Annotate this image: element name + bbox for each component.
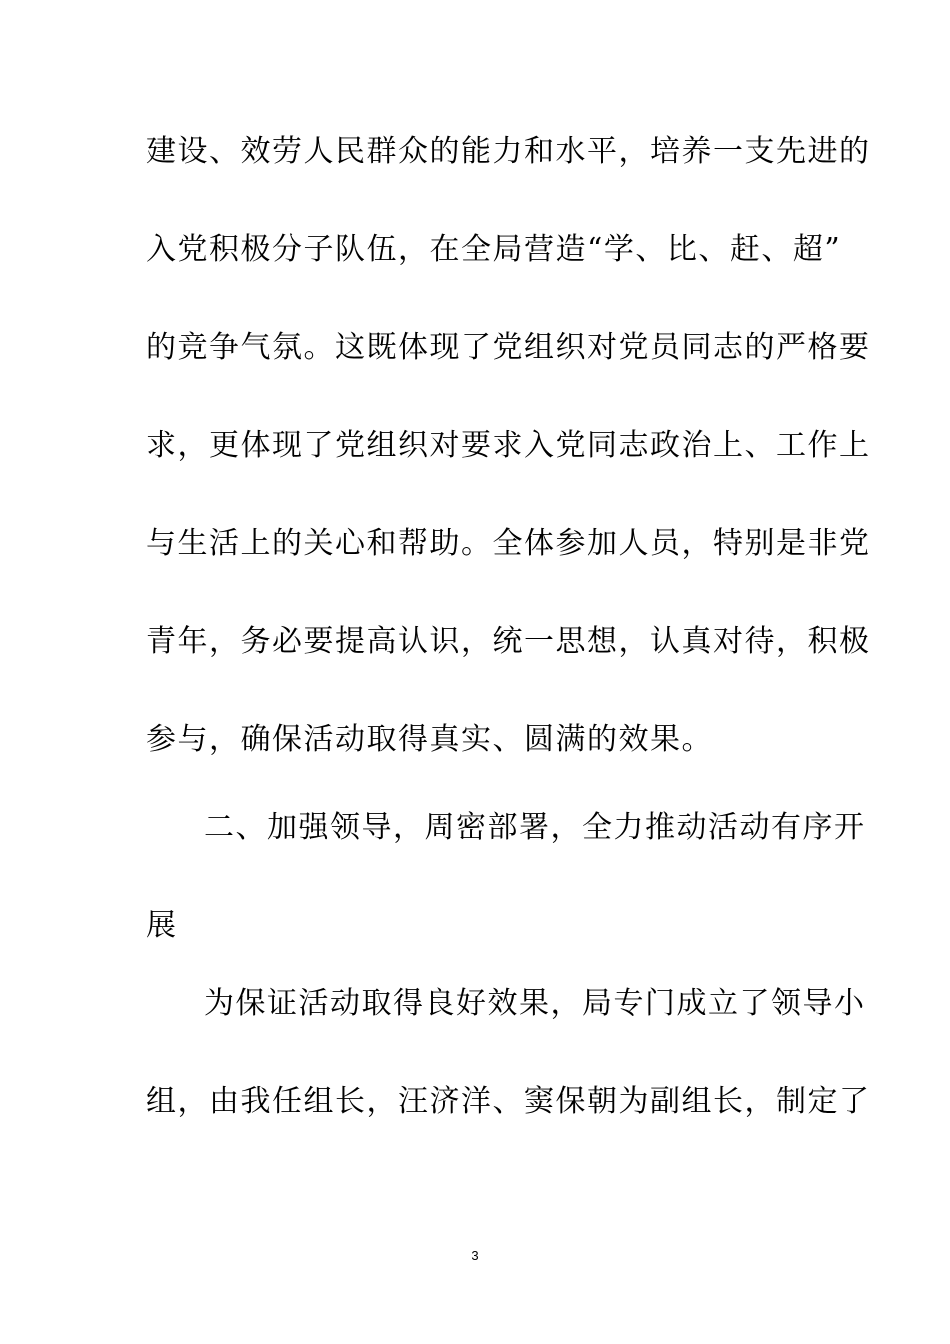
body-line-3: 的竞争气氛。这既体现了党组织对党员同志的严格要 [146, 330, 871, 365]
body-line-7: 参与，确保活动取得真实、圆满的效果。 [146, 722, 713, 757]
body-line-2: 入党积极分子队伍，在全局营造“学、比、赶、超” [146, 232, 842, 267]
body-line-4: 求，更体现了党组织对要求入党同志政治上、工作上 [146, 428, 871, 463]
body-line-1: 建设、效劳人民群众的能力和水平，培养一支先进的 [146, 134, 871, 169]
body-line-8: 为保证活动取得良好效果，局专门成立了领导小 [204, 986, 866, 1021]
body-line-5: 与生活上的关心和帮助。全体参加人员，特别是非党 [146, 526, 871, 561]
section-heading-line-2: 展 [146, 908, 178, 943]
body-line-9: 组，由我任组长，汪济洋、窦保朝为副组长，制定了 [146, 1084, 871, 1119]
body-line-6: 青年，务必要提高认识，统一思想，认真对待，积极 [146, 624, 871, 659]
section-heading-line-1: 二、加强领导，周密部署，全力推动活动有序开 [204, 810, 866, 845]
page-number: 3 [471, 1248, 479, 1263]
